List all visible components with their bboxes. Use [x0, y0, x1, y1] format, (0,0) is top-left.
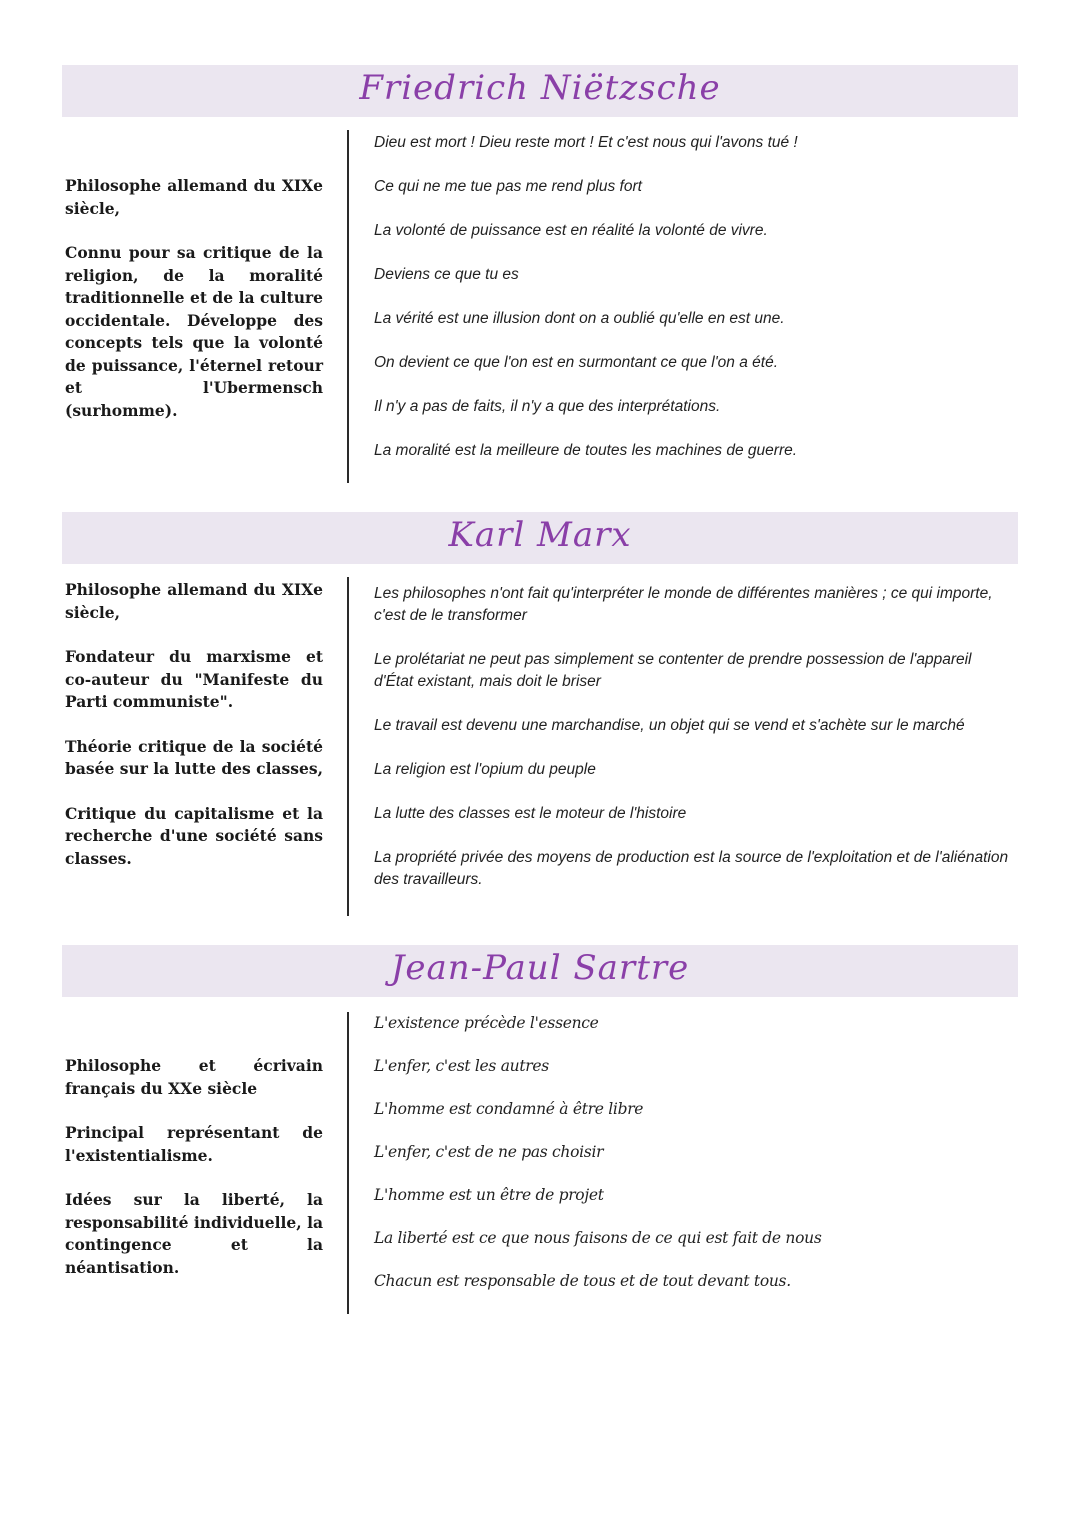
bio-paragraph: Critique du capitalisme et la recherche d'une société sans classes.	[65, 803, 323, 868]
divider-line	[347, 577, 349, 916]
bio-paragraph: Fondateur du marxisme et co-auteur du "Manifeste du Parti communiste".	[65, 647, 323, 711]
quote: Le prolétariat ne peut pas simplement se contenter de prendre possession de l'appareil d'État existant, mais doit le briser	[374, 651, 972, 690]
philosopher-name: Karl Marx	[448, 515, 632, 555]
quote: Il n'y a pas de faits, il n'y a que des interprétations.	[374, 398, 721, 415]
quote: L'existence précède l'essence	[374, 1014, 599, 1032]
quote: Ce qui ne me tue pas me rend plus fort	[374, 178, 642, 195]
biography	[65, 1055, 323, 1301]
bio-paragraph: Théorie critique de la société basée sur la lutte des classes,	[65, 736, 323, 778]
quote: Chacun est responsable de tous et de tout devant tous.	[374, 1272, 791, 1290]
quote: La religion est l'opium du peuple	[374, 761, 596, 778]
quote: L'enfer, c'est les autres	[374, 1057, 549, 1075]
quote: L'homme est un être de projet	[374, 1186, 604, 1204]
philosopher-name: Jean-Paul Sartre	[390, 948, 690, 988]
quote: La moralité est la meilleure de toutes les machines de guerre.	[374, 442, 798, 459]
philosopher-name: Friedrich Niëtzsche	[359, 68, 721, 108]
bio-paragraph: Principal représentant de l'existentialisme.	[65, 1123, 323, 1165]
quote: Le travail est devenu une marchandise, un objet qui se vend et s'achète sur le marché	[374, 717, 965, 734]
quote: L'enfer, c'est de ne pas choisir	[374, 1143, 604, 1161]
section-marx	[0, 500, 1080, 930]
quote: La propriété privée des moyens de production est la source de l'exploitation et de l'aliénation des travailleurs.	[374, 849, 1009, 888]
section-nietzsche	[0, 0, 1080, 500]
quote: La liberté est ce que nous faisons de ce qui est fait de nous	[374, 1229, 822, 1247]
quote: La volonté de puissance est en réalité la volonté de vivre.	[374, 222, 768, 239]
quote: La lutte des classes est le moteur de l'histoire	[374, 805, 687, 822]
bio-paragraph: Philosophe allemand du XIXe siècle,	[65, 580, 323, 622]
quote: On devient ce que l'on est en surmontant ce que l'on a été.	[374, 354, 779, 371]
bio-paragraph: Connu pour sa critique de la religion, de la moralité traditionnelle et de la culture occidentale. Développe des concepts tels que la volonté de puissance, l'éternel retour et l'Ubermensch (surhomme).	[65, 243, 323, 420]
divider-line	[347, 1012, 349, 1314]
biography	[65, 579, 323, 892]
quote: Les philosophes n'ont fait qu'interpréter le monde de différentes manières ; ce qui importe, c'est de le transformer	[374, 585, 993, 624]
section-sartre	[0, 930, 1080, 1350]
quote: Deviens ce que tu es	[374, 266, 519, 283]
bio-paragraph: Philosophe et écrivain français du XXe siècle	[65, 1056, 323, 1098]
divider-line	[347, 130, 349, 483]
biography	[65, 175, 323, 444]
quote: Dieu est mort ! Dieu reste mort ! Et c'est nous qui l'avons tué !	[374, 134, 798, 151]
quote: L'homme est condamné à être libre	[374, 1100, 644, 1118]
bio-paragraph: Idées sur la liberté, la responsabilité individuelle, la contingence et la néantisation.	[65, 1190, 323, 1277]
quote: La vérité est une illusion dont on a oublié qu'elle en est une.	[374, 310, 785, 327]
bio-paragraph: Philosophe allemand du XIXe siècle,	[65, 176, 323, 218]
